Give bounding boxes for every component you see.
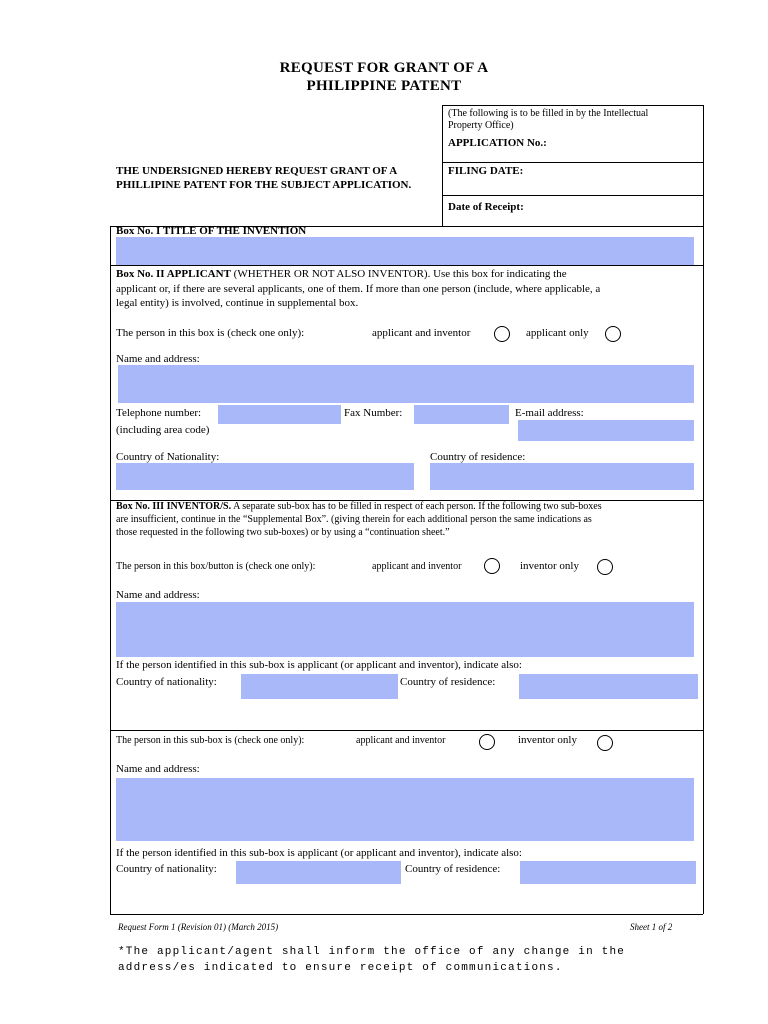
sheet-number: Sheet 1 of 2: [630, 922, 673, 932]
sub2-residence-field[interactable]: [520, 861, 696, 884]
sub1-nationality-field[interactable]: [241, 674, 398, 699]
invention-title-field[interactable]: [116, 237, 694, 266]
sub1-residence-field[interactable]: [519, 674, 698, 699]
box2-opt-applicant-only-label: applicant only: [526, 327, 589, 339]
box2-fax-label: Fax Number:: [344, 407, 403, 419]
filing-date-label: FILING DATE:: [448, 165, 524, 177]
box2-telephone-label: Telephone number:: [116, 407, 202, 419]
sub1-applicant-inventor-radio[interactable]: [484, 558, 500, 574]
sub2-inventor-only-radio[interactable]: [597, 735, 613, 751]
box3-heading: Box No. III INVENTOR/S.: [116, 501, 232, 512]
sub1-opt-applicant-inventor-label: applicant and inventor: [372, 561, 462, 572]
sub2-check-prompt: The person in this sub-box is (check one only):: [116, 735, 305, 746]
box2-fax-field[interactable]: [414, 405, 509, 424]
sub2-name-address-label: Name and address:: [116, 763, 200, 775]
sub2-opt-applicant-inventor-label: applicant and inventor: [356, 735, 446, 746]
change-notice-line1: *The applicant/agent shall inform the office of any change in the: [118, 946, 626, 958]
office-note-line1: (The following is to be filled in by the Intellectual: [448, 108, 649, 119]
office-box-right-border: [703, 105, 704, 226]
box2-heading: Box No. II APPLICANT: [116, 268, 231, 280]
application-no-label: APPLICATION No.:: [448, 137, 547, 149]
box2-desc-line2: applicant or, if there are several applicants, one of them. If more than one person (include, where applicable, a: [116, 283, 601, 295]
box2-opt-applicant-inventor-label: applicant and inventor: [372, 327, 471, 339]
sub2-applicant-inventor-radio[interactable]: [479, 734, 495, 750]
box2-nationality-field[interactable]: [116, 463, 414, 490]
box3-desc-line3: those requested in the following two sub-boxes) or by using a “continuation sheet.”: [116, 527, 450, 538]
sub1-residence-label: Country of residence:: [400, 676, 496, 688]
date-of-receipt-label: Date of Receipt:: [448, 201, 524, 213]
sub2-indicate-also: If the person identified in this sub-box is applicant (or applicant and inventor), indicate also:: [116, 847, 522, 859]
sub2-residence-label: Country of residence:: [405, 863, 501, 875]
form-left-border: [110, 226, 111, 914]
page-title-line2: PHILIPPINE PATENT: [306, 78, 462, 94]
box3-heading-line: [116, 501, 602, 514]
box2-name-address-field[interactable]: [118, 365, 694, 403]
box2-applicant-inventor-radio[interactable]: [494, 326, 510, 342]
form-right-border: [703, 226, 704, 914]
box2-email-field[interactable]: [518, 420, 694, 441]
box2-name-address-label: Name and address:: [116, 353, 200, 365]
sub1-indicate-also: If the person identified in this sub-box is applicant (or applicant and inventor), indicate also:: [116, 659, 522, 671]
box2-telephone-field[interactable]: [218, 405, 341, 424]
sub1-bottom-border: [110, 730, 703, 731]
sub1-name-address-label: Name and address:: [116, 589, 200, 601]
box2-email-label: E-mail address:: [515, 407, 584, 419]
office-box-divider-1: [442, 162, 703, 163]
sub1-name-address-field[interactable]: [116, 602, 694, 657]
box3-desc-line2: are insufficient, continue in the “Supplemental Box”. (giving therein for each additional person the same indications as: [116, 514, 592, 525]
box2-residence-label: Country of residence:: [430, 451, 526, 463]
box1-heading: Box No. I TITLE OF THE INVENTION: [116, 225, 307, 237]
box3-heading-desc: A separate sub-box has to be filled in respect of each person. If the following two sub-boxes: [231, 501, 602, 512]
box1-bottom-border: [110, 265, 703, 266]
page-title-line1: REQUEST FOR GRANT OF A: [279, 60, 489, 76]
office-box-divider-2: [442, 195, 703, 196]
box2-desc-line3: legal entity) is involved, continue in supplemental box.: [116, 297, 359, 309]
box2-heading-line: [116, 268, 567, 281]
box2-nationality-label: Country of Nationality:: [116, 451, 220, 463]
form-revision-id: Request Form 1 (Revision 01) (March 2015): [118, 922, 279, 932]
sub1-nationality-label: Country of nationality:: [116, 676, 217, 688]
request-statement-line2: PHILLIPINE PATENT FOR THE SUBJECT APPLICATION.: [116, 179, 412, 191]
box2-heading-desc: (WHETHER OR NOT ALSO INVENTOR). Use this box for indicating the: [230, 268, 567, 280]
change-notice-line2: address/es indicated to ensure receipt of communications.: [118, 962, 563, 974]
sub2-nationality-field[interactable]: [236, 861, 401, 884]
box2-residence-field[interactable]: [430, 463, 694, 490]
sub2-opt-inventor-only-label: inventor only: [518, 734, 577, 746]
sub2-nationality-label: Country of nationality:: [116, 863, 217, 875]
box2-check-prompt: The person in this box is (check one only):: [116, 327, 305, 339]
box2-telephone-sublabel: (including area code): [116, 424, 210, 436]
office-note-line2: Property Office): [448, 120, 514, 131]
office-box-top-border: [442, 105, 703, 106]
office-box-left-border: [442, 105, 443, 226]
sub1-opt-inventor-only-label: inventor only: [520, 560, 579, 572]
sub1-check-prompt: The person in this box/button is (check one only):: [116, 561, 316, 572]
request-statement-line1: THE UNDERSIGNED HEREBY REQUEST GRANT OF A: [116, 165, 398, 177]
sub2-name-address-field[interactable]: [116, 778, 694, 841]
box2-applicant-only-radio[interactable]: [605, 326, 621, 342]
form-bottom-border: [110, 914, 703, 915]
sub1-inventor-only-radio[interactable]: [597, 559, 613, 575]
